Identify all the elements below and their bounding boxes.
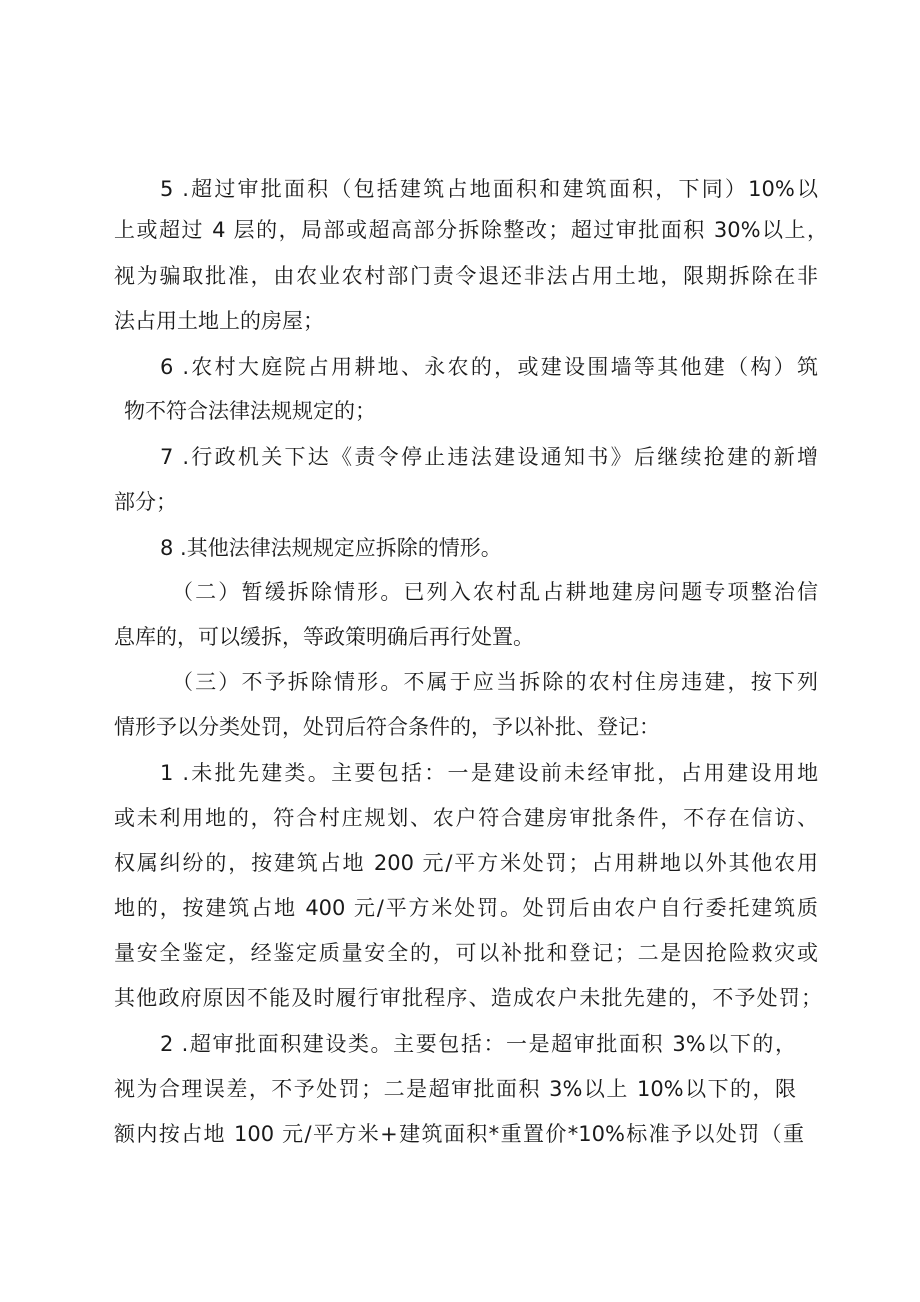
text-line: 物不符合法律法规规定的； bbox=[124, 399, 376, 423]
text-line: 5 .超过审批面积（包括建筑占地面积和建筑面积，下同）10%以 bbox=[160, 177, 818, 201]
text-line: 地的，按建筑占地 400 元/平方米处罚。处罚后由农户自行委托建筑质 bbox=[114, 896, 818, 920]
text-line: 其他政府原因不能及时履行审批程序、造成农户未批先建的，不予处罚； bbox=[114, 986, 822, 1010]
text-line: 1 .未批先建类。主要包括：一是建设前未经审批，占用建设用地 bbox=[160, 761, 818, 785]
text-line: 息库的，可以缓拆，等政策明确后再行处置。 bbox=[114, 625, 534, 649]
text-line: （二）暂缓拆除情形。已列入农村乱占耕地建房问题专项整治信 bbox=[172, 580, 818, 604]
text-line: 或未利用地的，符合村庄规划、农户符合建房审批条件，不存在信访、 bbox=[114, 806, 818, 830]
text-line: 额内按占地 100 元/平方米+建筑面积*重置价*10%标准予以处罚（重 bbox=[114, 1122, 804, 1146]
text-line: （三）不予拆除情形。不属于应当拆除的农村住房违建，按下列 bbox=[172, 670, 818, 694]
text-line: 2 .超审批面积建设类。主要包括：一是超审批面积 3%以下的， bbox=[160, 1032, 796, 1056]
text-line: 上或超过 4 层的，局部或超高部分拆除整改；超过审批面积 30%以上， bbox=[114, 218, 828, 242]
text-line: 6 .农村大庭院占用耕地、永农的，或建设围墙等其他建（构）筑 bbox=[160, 355, 818, 379]
text-line: 7 .行政机关下达《责令停止违法建设通知书》后继续抢建的新增 bbox=[160, 445, 818, 469]
text-line: 量安全鉴定，经鉴定质量安全的，可以补批和登记；二是因抢险救灾或 bbox=[114, 941, 818, 965]
text-line: 8 .其他法律法规规定应拆除的情形。 bbox=[160, 536, 502, 560]
text-line: 法占用土地上的房屋； bbox=[114, 309, 324, 333]
text-line: 视为合理误差，不予处罚；二是超审批面积 3%以上 10%以下的，限 bbox=[114, 1077, 796, 1101]
text-line: 部分； bbox=[114, 490, 177, 514]
text-line: 视为骗取批准，由农业农村部门责令退还非法占用土地，限期拆除在非 bbox=[114, 264, 818, 288]
text-line: 情形予以分类处罚，处罚后符合条件的，予以补批、登记： bbox=[114, 715, 660, 739]
text-line: 权属纠纷的，按建筑占地 200 元/平方米处罚；占用耕地以外其他农用 bbox=[114, 851, 818, 875]
